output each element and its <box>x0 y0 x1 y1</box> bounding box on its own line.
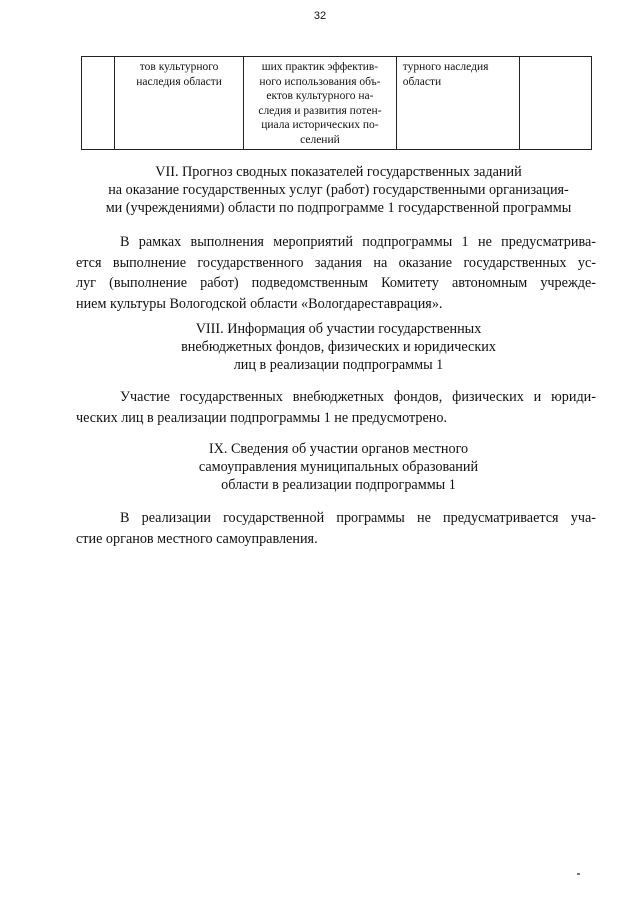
section-9-heading <box>76 440 601 494</box>
section-7-heading <box>76 163 601 217</box>
section-8-heading <box>76 320 601 374</box>
page-number: 32 <box>313 10 327 22</box>
cell-line: ектов культурного на- <box>266 90 374 102</box>
paragraph-line: нием культуры Вологодской области «Вологдареставрация». <box>76 295 443 312</box>
cell-line: наследия области <box>136 75 222 88</box>
cell-line: ного использования объ- <box>259 75 381 88</box>
continuation-table <box>81 56 592 150</box>
paragraph-line: луг (выполнение работ) подведомственным Комитету автономным учрежде- <box>76 275 596 291</box>
paragraph-line: ческих лиц в реализации подпрограммы 1 не предусмотрено. <box>76 409 448 426</box>
scan-speck <box>577 873 580 875</box>
cell-line: следия и развития потен- <box>258 104 382 117</box>
cell-line: турного наследия <box>402 61 489 73</box>
heading-line: ми (учреждениями) области по подпрограмме 1 государственной программы <box>105 200 572 216</box>
heading-line: самоуправления муниципальных образований <box>198 459 479 475</box>
heading-line: области в реализации подпрограммы 1 <box>221 477 456 493</box>
paragraph-line: стие органов местного самоуправления. <box>76 530 318 547</box>
cell-line: области <box>402 75 442 88</box>
table-cell-empty <box>520 57 592 150</box>
heading-line: IX. Сведения об участии органов местного <box>208 441 469 457</box>
heading-line: VII. Прогноз сводных показателей государственных заданий <box>155 164 522 180</box>
heading-line: внебюджетных фондов, физических и юридических <box>181 339 496 355</box>
section-8-paragraph <box>76 387 596 428</box>
cell-line: тов культурного <box>139 61 219 73</box>
cell-line: циала исторических по- <box>261 119 379 131</box>
cell-line: ших практик эффектив- <box>261 61 379 73</box>
heading-line: лиц в реализации подпрограммы 1 <box>233 357 444 373</box>
cell-line: селений <box>300 133 340 146</box>
table-cell-object <box>115 57 244 150</box>
table-cell-description <box>244 57 397 150</box>
table-cell-result <box>396 57 520 150</box>
heading-line: VIII. Информация об участии государственных <box>195 321 482 337</box>
table-row <box>82 57 592 150</box>
section-9-paragraph <box>76 508 596 549</box>
paragraph-line: В реализации государственной программы не предусматривается уча- <box>120 510 596 526</box>
heading-line: на оказание государственных услуг (работ) государственными организация- <box>108 182 569 198</box>
table-cell-number <box>82 57 115 150</box>
paragraph-line: В рамках выполнения мероприятий подпрограммы 1 не предусматрива- <box>120 234 596 250</box>
section-7-paragraph <box>76 232 596 314</box>
paragraph-line: Участие государственных внебюджетных фондов, физических и юриди- <box>120 389 596 405</box>
paragraph-line: ется выполнение государственного задания на оказание государственных ус- <box>76 254 596 271</box>
